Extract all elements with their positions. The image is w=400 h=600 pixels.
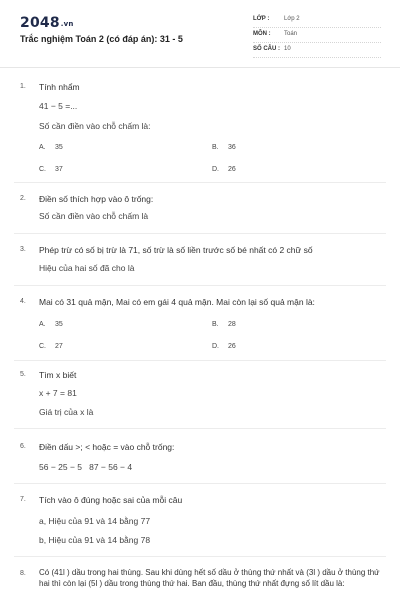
question-number: 2. <box>20 195 26 202</box>
question-line: x + 7 = 81 <box>39 388 77 398</box>
question-number: 6. <box>20 443 26 450</box>
option-c[interactable]: C. 27 <box>39 343 63 350</box>
option-a[interactable]: A. 35 <box>39 144 63 151</box>
question-text: Điền dấu >; < hoặc = vào chỗ trống: <box>39 442 175 452</box>
question-text: Tìm x biết <box>39 370 77 380</box>
question-line: Số cần điền vào chỗ chấm là: <box>39 121 151 131</box>
meta-subject-key: MÔN : <box>253 31 271 37</box>
question-text: Có (41l ) dầu trong hai thùng. Sau khi dùng hết số dầu ở thùng thứ nhất và (3l ) dầu ở thùng thứ hai thì còn lại (5l ) dầu trong thùng thứ hai. Ban đầu, thùng thứ nhất đựng số lít dầu là: <box>39 568 380 588</box>
meta-subject-value: Toán <box>284 31 298 37</box>
question-text: Tính nhẩm <box>39 82 80 92</box>
meta-grade-value: Lớp 2 <box>284 16 300 22</box>
option-d[interactable]: D. 26 <box>212 343 236 350</box>
meta-grade-key: LỚP : <box>253 16 270 22</box>
meta-grade <box>253 14 381 28</box>
question-line: b, Hiệu của 91 và 14 bằng 78 <box>39 535 151 545</box>
question-number: 1. <box>20 83 26 90</box>
site-logo[interactable]: 2048.vn <box>20 15 74 31</box>
question-number: 7. <box>20 496 26 503</box>
divider <box>14 233 386 234</box>
divider <box>14 285 386 286</box>
question-text: Tích vào ô đúng hoặc sai của mỗi câu <box>39 495 183 505</box>
option-b[interactable]: B. 36 <box>212 144 236 151</box>
question-line: 56 − 25 − 5 87 − 56 − 4 <box>39 462 133 472</box>
question-text: Phép trừ có số bị trừ là 71, số trừ là số liền trước số bé nhất có 2 chữ số <box>39 245 313 255</box>
divider <box>14 556 386 557</box>
question-text: Mai có 31 quả mận, Mai có em gái 4 quả mận. Mai còn lại số quả mận là: <box>39 297 315 307</box>
meta-count <box>253 44 381 58</box>
question-text: Điền số thích hợp vào ô trống: <box>39 194 154 204</box>
question-line: a, Hiệu của 91 và 14 bằng 77 <box>39 516 151 526</box>
meta-count-value: 10 <box>284 46 291 52</box>
meta-count-key: SỐ CÂU : <box>253 46 280 52</box>
meta-subject <box>253 29 381 43</box>
quiz-header <box>0 0 400 68</box>
question-number: 3. <box>20 246 26 253</box>
question-line: Hiệu của hai số đã cho là <box>39 263 135 273</box>
divider <box>14 182 386 183</box>
question-number: 4. <box>20 298 26 305</box>
divider <box>14 428 386 429</box>
question-line: Giá trị của x là <box>39 407 94 417</box>
question-line: Số cần điền vào chỗ chấm là <box>39 211 149 221</box>
divider <box>14 483 386 484</box>
question-number: 5. <box>20 371 26 378</box>
option-c[interactable]: C. 37 <box>39 166 63 173</box>
option-d[interactable]: D. 26 <box>212 166 236 173</box>
divider <box>14 360 386 361</box>
quiz-title: Trắc nghiệm Toán 2 (có đáp án): 31 - 5 <box>20 34 183 44</box>
question-line: 41 − 5 =... <box>39 101 78 111</box>
option-a[interactable]: A. 35 <box>39 321 63 328</box>
question-number: 8. <box>20 570 26 577</box>
option-b[interactable]: B. 28 <box>212 321 236 328</box>
